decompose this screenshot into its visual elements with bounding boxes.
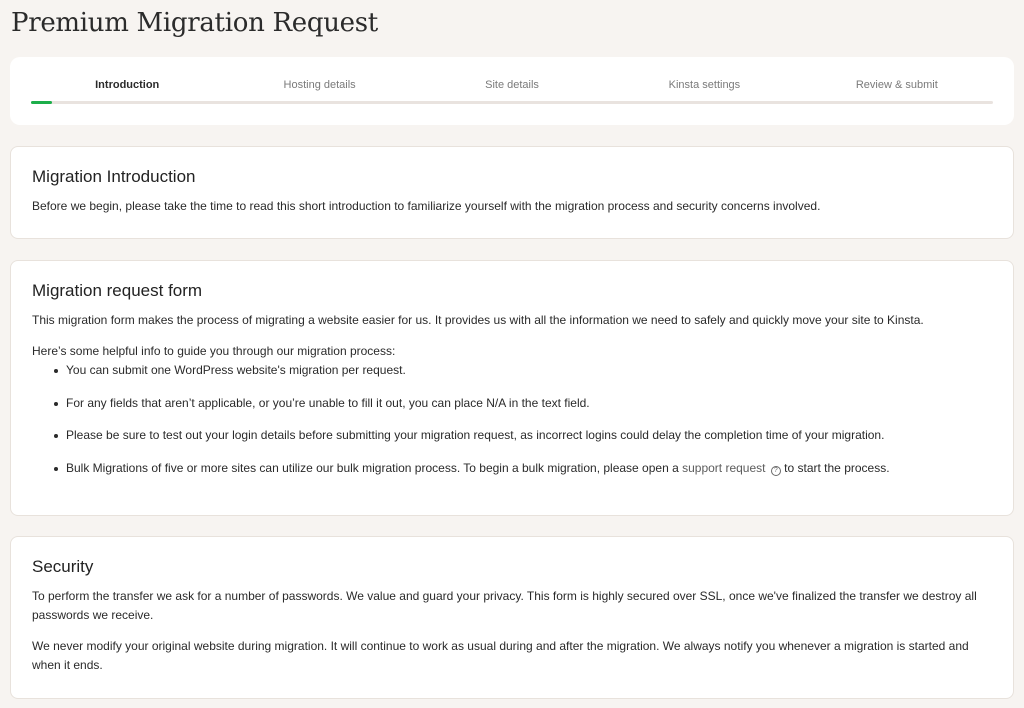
step-kinsta-settings[interactable]: Kinsta settings <box>668 79 741 91</box>
step-review-submit[interactable]: Review & submit <box>855 79 938 91</box>
list-item: For any fields that aren’t applicable, or you’re unable to fill it out, you can place N/A in the text field. <box>54 394 992 413</box>
list-item: Please be sure to test out your login details before submitting your migration request, as incorrect logins could delay the completion time of your migration. <box>54 426 992 445</box>
stepper <box>10 57 1014 125</box>
form-helper-text: Here’s some helpful info to guide you through our migration process: <box>32 344 396 358</box>
help-circle-icon: ? <box>771 466 781 476</box>
bulk-text-before: Bulk Migrations of five or more sites can utilize our bulk migration process. To begin a bulk migration, please open a <box>66 460 683 475</box>
list-item <box>54 459 992 478</box>
form-lead-text: This migration form makes the process of migrating a website easier for us. It provides us with all the information we need to safely and quickly move your site to Kinsta. <box>32 313 924 327</box>
security-text-1: To perform the transfer we ask for a number of passwords. We value and guard your privacy. This form is highly secured over SSL, once we've finalized the transfer we destroy all passwords we receive. <box>32 589 977 622</box>
support-request-link[interactable] <box>682 461 781 475</box>
helpful-info-list <box>54 361 992 478</box>
security-text-2: We never modify your original website during migration. It will continue to work as usual during and after the migration. We always notify you whenever a migration is started and when it ends. <box>32 639 969 672</box>
progress-fill <box>31 101 52 104</box>
step-site-details[interactable]: Site details <box>485 79 539 91</box>
page-title: Premium Migration Request <box>11 8 378 38</box>
migration-request-form-card <box>10 260 1014 516</box>
step-hosting-details[interactable]: Hosting details <box>283 79 356 91</box>
migration-introduction-card <box>10 146 1014 239</box>
progress-track <box>31 101 993 104</box>
stepper-steps <box>31 57 993 115</box>
security-card <box>10 536 1014 699</box>
support-request-link-label[interactable]: support request <box>682 460 766 475</box>
list-item: You can submit one WordPress website's migration per request. <box>54 361 992 380</box>
step-introduction[interactable]: Introduction <box>95 79 160 91</box>
section-heading: Security <box>32 557 94 576</box>
intro-text: Before we begin, please take the time to read this short introduction to familiarize yourself with the migration process and security concerns involved. <box>32 199 821 213</box>
section-heading: Migration Introduction <box>32 167 196 186</box>
bulk-text-after: to start the process. <box>780 460 890 475</box>
section-heading: Migration request form <box>32 281 203 300</box>
